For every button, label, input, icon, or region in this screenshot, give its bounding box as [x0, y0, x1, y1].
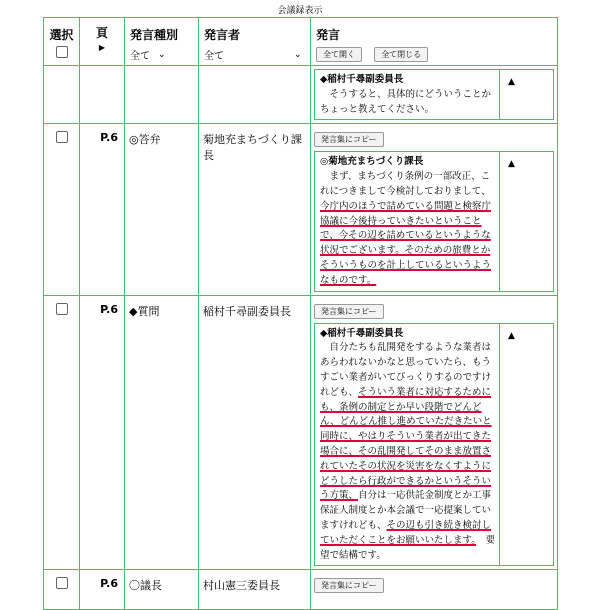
underlined-remark-segment: 今庁内のほうで詰めている問題と検察庁協議に今後持っていきたいということで、今その辺を詰めているというような状況でございます。そのための旅費とかそういうものを計上しているというようなものです。 — [320, 200, 492, 286]
page-cell: P.6 — [80, 570, 125, 610]
remark-segment: 自分は一応供託金制度とか工事保証人制度とか本会議で一応提案していますけれども、 — [320, 490, 492, 531]
page-column-header[interactable] — [80, 18, 125, 66]
remark-speaker: ◆稲村千尋副委員長 — [320, 74, 404, 85]
speaker-cell: 菊地充まちづくり課長 — [199, 124, 311, 295]
collapse-triangle-icon[interactable]: ▲ — [508, 77, 515, 87]
speaker-cell: 村山憲三委員長 — [199, 570, 311, 610]
type-filter-select[interactable] — [130, 47, 198, 62]
type-header-label: 発言種別 — [130, 28, 179, 42]
remark-cell — [311, 66, 558, 124]
speaker-filter-select[interactable] — [204, 47, 310, 62]
table-header — [44, 18, 558, 66]
page-cell: P.6 — [80, 295, 125, 570]
row-checkbox[interactable] — [56, 577, 68, 589]
remark-body — [320, 88, 495, 118]
collapse-all-button[interactable]: 全て閉じる — [374, 47, 428, 62]
remark-body — [320, 341, 495, 563]
page-cell — [80, 66, 125, 124]
remark-body — [320, 170, 495, 288]
remark-column-header — [311, 18, 558, 66]
underlined-remark-segment: そういう業者に対応するためにも、条例の制定とか早い段階でどんどん、どんどん推し進めていただきたいと同時に、やはりそういう業者が出てきた場合に、その乱開発してそのまま放置されていたその状況を災害をなくすようにどうしたら行政ができるかというそういう方策、 — [320, 386, 492, 502]
page-title: 会議録表示 — [277, 6, 323, 16]
sort-triangle-icon[interactable]: ▶ — [98, 43, 106, 52]
remark-header-label: 発言 — [316, 28, 341, 42]
speaker-cell — [199, 66, 311, 124]
chevron-down-icon: ⌄ — [294, 49, 302, 60]
speaker-header-label: 発言者 — [204, 28, 241, 42]
remark-text — [315, 70, 500, 119]
remark-text — [315, 152, 500, 290]
table-row — [44, 124, 558, 295]
minutes-table — [43, 17, 558, 610]
copy-to-collection-button[interactable]: 発言集にコピー — [314, 578, 384, 593]
type-cell: 〇議長 — [125, 570, 199, 610]
select-header-label: 選択 — [49, 28, 74, 42]
collapse-triangle-icon[interactable]: ▲ — [508, 330, 515, 341]
collapse-triangle-icon[interactable]: ▲ — [508, 159, 515, 170]
copy-to-collection-button[interactable]: 発言集にコピー — [314, 132, 384, 147]
select-cell — [44, 295, 80, 570]
remark-cell — [311, 295, 558, 570]
table-row — [44, 295, 558, 570]
remark-speaker: ◎菊地充まちづくり課長 — [320, 156, 424, 168]
remark-cell — [311, 124, 558, 295]
chevron-down-icon: ⌄ — [158, 49, 166, 60]
row-checkbox[interactable] — [56, 131, 68, 143]
page-header-label: 頁 — [95, 26, 108, 40]
select-cell — [44, 66, 80, 124]
type-cell: ◆質問 — [125, 295, 199, 570]
remark-segment: 自分たちも乱開発をするような業者はあらわれないかなと思っていたら、もうすごい業者がいてびっくりするのですけれども、 — [320, 342, 492, 398]
type-cell: ◎答弁 — [125, 124, 199, 295]
type-filter-value: 全て — [130, 51, 150, 62]
speaker-filter-value: 全て — [204, 51, 224, 62]
select-all-checkbox[interactable] — [56, 46, 68, 58]
remark-segment: 要望で結構です。 — [320, 534, 496, 561]
type-cell — [125, 66, 199, 124]
remark-text — [315, 324, 500, 566]
remark-segment: まず、まちづくり条例の一部改正、これにつきまして今検討しておりまして、 — [320, 171, 491, 197]
copy-to-collection-button[interactable]: 発言集にコピー — [314, 304, 384, 319]
underlined-remark-segment: その辺も引き続き検討していただくことをお願いいたします。 — [320, 519, 492, 546]
page-cell: P.6 — [80, 124, 125, 295]
type-column-header — [125, 18, 199, 66]
speaker-column-header — [199, 18, 311, 66]
remark-segment: そうすると、具体的にどういうことかちょっと教えてください。 — [320, 88, 492, 115]
select-column-header — [44, 18, 80, 66]
select-cell — [44, 124, 80, 295]
row-checkbox[interactable] — [56, 303, 68, 315]
speaker-cell: 稲村千尋副委員長 — [199, 295, 311, 570]
remark-speaker: ◆稲村千尋副委員長 — [320, 327, 404, 339]
table-row — [44, 66, 558, 124]
expand-all-button[interactable]: 全て開く — [316, 47, 362, 62]
